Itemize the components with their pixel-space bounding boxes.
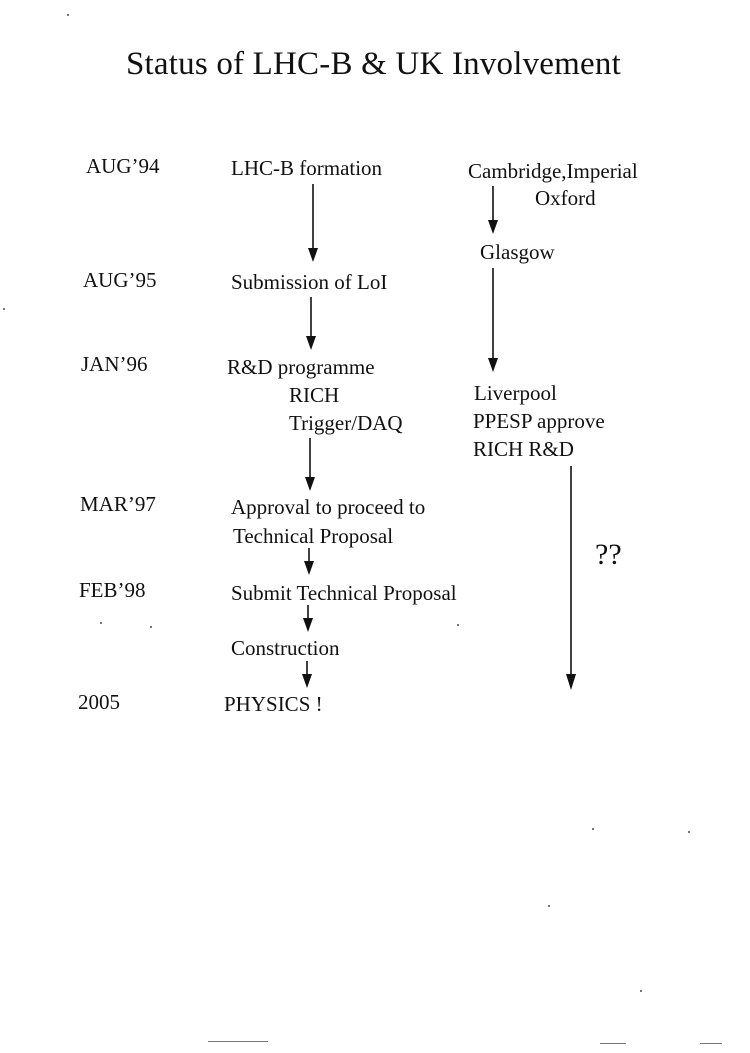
- uk-liverpool: Liverpool: [474, 381, 557, 405]
- uk-unknown-marks: ??: [595, 538, 622, 571]
- uk-oxford: Oxford: [535, 186, 596, 210]
- event-lhcb-formation: LHC-B formation: [231, 156, 383, 180]
- arrow-approval-to-submit: [304, 548, 314, 575]
- date-2005: 2005: [78, 690, 120, 714]
- date-aug95: AUG’95: [83, 268, 157, 292]
- scan-speck: [640, 990, 642, 992]
- scan-speck: [3, 308, 5, 310]
- event-construction: Construction: [231, 636, 340, 660]
- arrow-construction-to-physics: [302, 661, 312, 688]
- arrow-cambridge-to-glasgow: [488, 186, 498, 234]
- scan-speck: [208, 1041, 268, 1042]
- scan-speck: [100, 622, 102, 624]
- uk-glasgow: Glasgow: [480, 240, 555, 264]
- scan-speck: [150, 626, 152, 628]
- uk-cambridge-imperial: Cambridge,Imperial: [468, 159, 638, 183]
- scan-speck: [67, 14, 69, 16]
- scan-speck: [688, 831, 690, 833]
- date-feb98: FEB’98: [79, 578, 146, 602]
- scan-speck: [592, 828, 594, 830]
- uk-rich-rd: RICH R&D: [473, 437, 574, 461]
- event-submit-tp: Submit Technical Proposal: [231, 581, 457, 605]
- date-mar97: MAR’97: [80, 492, 156, 516]
- date-jan96: JAN’96: [81, 352, 148, 376]
- arrow-rich-rd-to-future: [566, 466, 576, 690]
- scan-speck: [548, 905, 550, 907]
- event-technical-proposal: Technical Proposal: [233, 524, 394, 548]
- arrow-glasgow-to-liverpool: [488, 268, 498, 372]
- event-rd-rich: RICH: [289, 383, 340, 407]
- scan-speck: [457, 624, 459, 626]
- event-physics: PHYSICS !: [224, 692, 323, 716]
- scan-speck: [600, 1043, 626, 1044]
- arrow-loi-to-rd: [306, 297, 316, 350]
- event-approval: Approval to proceed to: [231, 495, 426, 519]
- arrow-rd-to-approval: [305, 438, 315, 491]
- page-title: Status of LHC-B & UK Involvement: [126, 46, 621, 82]
- event-rd-trigger-daq: Trigger/DAQ: [289, 411, 403, 435]
- event-submission-loi: Submission of LoI: [231, 270, 388, 294]
- event-rd-programme: R&D programme: [227, 355, 375, 379]
- scan-speck: [700, 1043, 722, 1044]
- uk-ppesp-approve: PPESP approve: [473, 409, 605, 433]
- arrow-formation-to-loi: [308, 184, 318, 262]
- arrow-submit-to-construction: [303, 605, 313, 632]
- date-aug94: AUG’94: [86, 154, 160, 178]
